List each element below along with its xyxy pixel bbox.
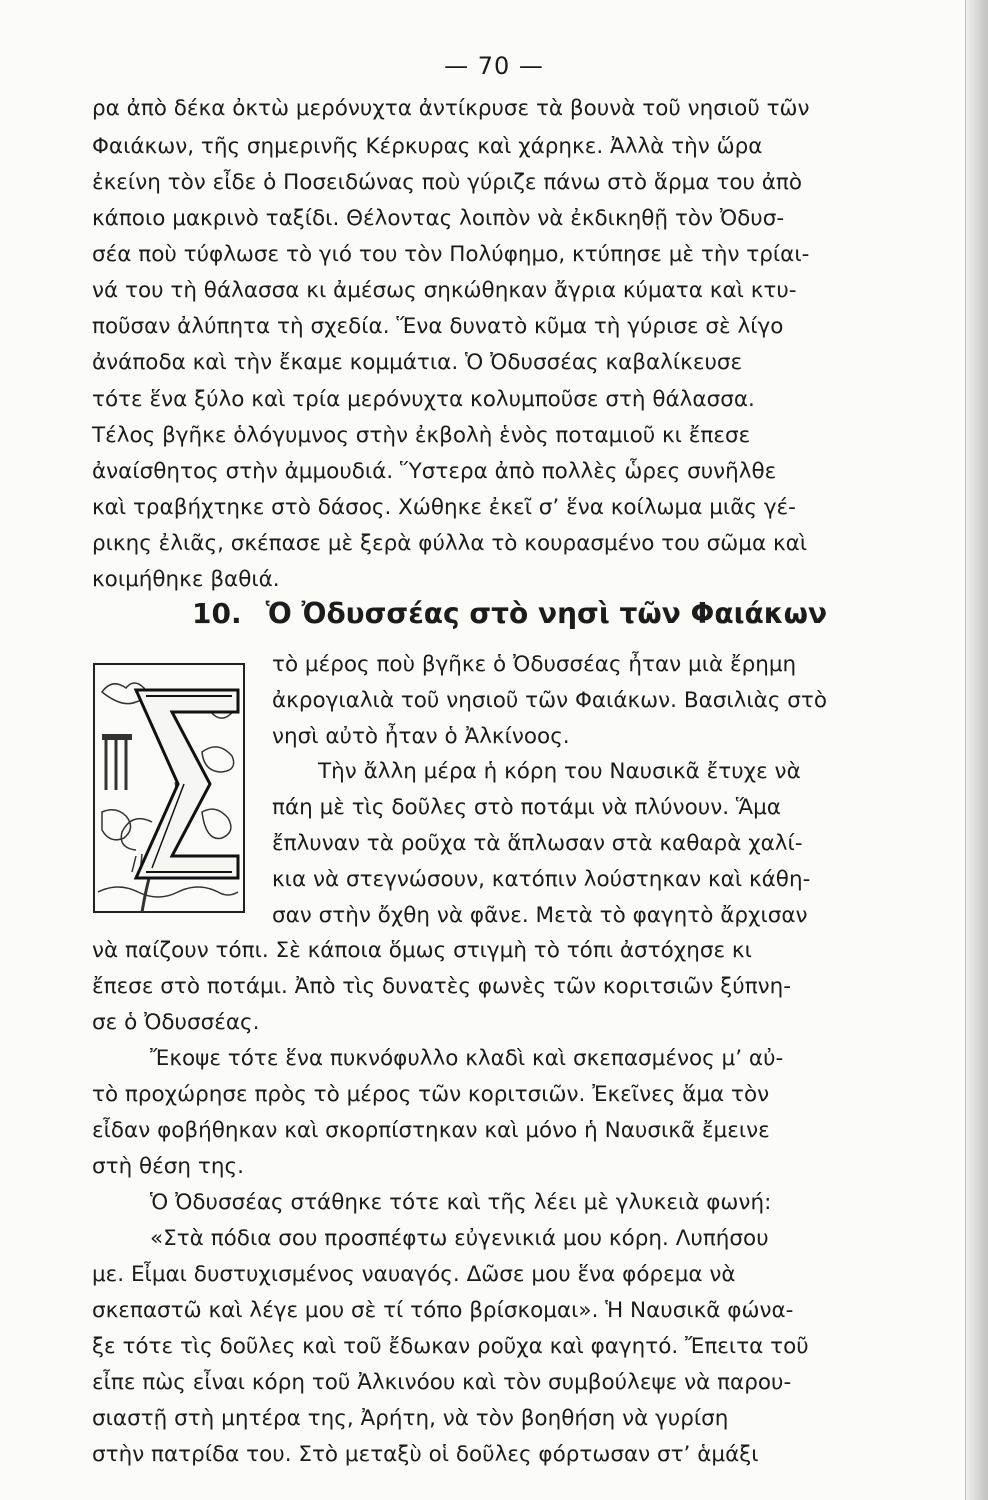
text-line: κοιμήθηκε βαθιά.	[92, 567, 280, 592]
text-line: στὴ θέση της.	[92, 1154, 244, 1179]
section-number: 10.	[192, 597, 242, 630]
page-edge	[965, 0, 988, 1500]
text-line: εἶπε πὼς εἶναι κόρη τοῦ Ἀλκινόου καὶ τὸν συμβούλεψε νὰ παρου-	[92, 1370, 792, 1395]
text-line: ἐκείνη τὸν εἶδε ὁ Ποσειδώνας ποὺ γύριζε πάνω στὸ ἅρμα του ἀπὸ	[92, 170, 803, 195]
text-line: σαν στὴν ὄχθη νὰ φᾶνε. Μετὰ τὸ φαγητὸ ἄρχισαν	[272, 903, 808, 928]
text-line: ποῦσαν ἀλύπητα τὴ σχεδία. Ἕνα δυνατὸ κῦμα τὴ γύρισε σὲ λίγο	[92, 314, 784, 339]
text-line: σε ὁ Ὀδυσσέας.	[92, 1010, 260, 1035]
text-line: ρικης ἐλιᾶς, σκέπασε μὲ ξερὰ φύλλα τὸ κουρασμένο του σῶμα καὶ	[92, 531, 808, 556]
section-heading	[192, 597, 828, 630]
text-line: ἀνάποδα καὶ τὴν ἔκαμε κομμάτια. Ὁ Ὀδυσσέας καβαλίκευσε	[92, 350, 743, 375]
page-number: — 70 —	[444, 52, 544, 80]
text-line: ξε τότε τὶς δοῦλες καὶ τοῦ ἔδωκαν ροῦχα καὶ φαγητό. Ἔπειτα τοῦ	[92, 1334, 809, 1359]
text-line: τὸ μέρος ποὺ βγῆκε ὁ Ὀδυσσέας ἦταν μιὰ ἔρημη	[272, 652, 797, 677]
text-line: κάποιο μακρινὸ ταξίδι. Θέλοντας λοιπὸν νὰ ἐκδικηθῇ τὸν Ὀδυσ-	[92, 206, 785, 231]
text-line: στὴν πατρίδα του. Στὸ μεταξὺ οἱ δοῦλες φόρτωσαν στ’ ἁμάξι	[92, 1442, 759, 1467]
text-line: κια νὰ στεγνώσουν, κατόπιν λούστηκαν καὶ κάθη-	[272, 867, 811, 892]
dropcap-letter	[92, 662, 246, 914]
section-title: Ὁ Ὀδυσσέας στὸ νησὶ τῶν Φαιάκων	[265, 597, 828, 630]
text-line: Ὁ Ὀδυσσέας στάθηκε τότε καὶ τῆς λέει μὲ γλυκειὰ φωνή:	[150, 1190, 772, 1215]
text-line: ἀκρογιαλιὰ τοῦ νησιοῦ τῶν Φαιάκων. Βασιλιὰς στὸ	[272, 688, 828, 713]
text-line: σκεπαστῶ καὶ λέγε μου σὲ τί τόπο βρίσκομαι». Ἡ Ναυσικᾶ φώνα-	[92, 1298, 794, 1323]
text-line: σιαστῇ στὴ μητέρα της, Ἀρήτη, νὰ τὸν βοηθήση νὰ γυρίση	[92, 1406, 729, 1431]
text-line: Ἔκοψε τότε ἕνα πυκνόφυλλο κλαδὶ καὶ σκεπασμένος μ’ αὐ-	[150, 1046, 784, 1071]
text-line: νὰ παίζουν τόπι. Σὲ κάποια ὅμως στιγμὴ τὸ τόπι ἀστόχησε κι	[92, 938, 752, 963]
text-line: Τὴν ἄλλη μέρα ἡ κόρη του Ναυσικᾶ ἔτυχε νὰ	[318, 759, 801, 784]
text-line: «Στὰ πόδια σου προσπέφτω εὐγενικιά μου κόρη. Λυπήσου	[150, 1226, 769, 1251]
text-line: τότε ἕνα ξύλο καὶ τρία μερόνυχτα κολυμποῦσε στὴ θάλασσα.	[92, 387, 755, 412]
text-line: καὶ τραβήχτηκε στὸ δάσος. Χώθηκε ἐκεῖ σ’ ἕνα κοίλωμα μιᾶς γέ-	[92, 495, 796, 520]
text-line: ἔπεσε στὸ ποτάμι. Ἀπὸ τὶς δυνατὲς φωνὲς τῶν κοριτσιῶν ξύπνη-	[92, 974, 792, 999]
text-line: Τέλος βγῆκε ὁλόγυμνος στὴν ἐκβολὴ ἑνὸς ποταμιοῦ κι ἔπεσε	[92, 423, 751, 448]
dropcap-illustration	[92, 662, 246, 914]
text-line: ρα ἀπὸ δέκα ὀκτὼ μερόνυχτα ἀντίκρυσε τὰ βουνὰ τοῦ νησιοῦ τῶν	[92, 96, 810, 121]
text-line: ἔπλυναν τὰ ροῦχα τὰ ἅπλωσαν στὰ καθαρὰ χαλί-	[272, 831, 803, 856]
text-line: σέα ποὺ τύφλωσε τὸ γιό του τὸν Πολύφημο, κτύπησε μὲ τὴν τρίαι-	[92, 242, 810, 267]
text-line: εἶδαν φοβήθηκαν καὶ σκορπίστηκαν καὶ μόνο ἡ Ναυσικᾶ ἔμεινε	[92, 1118, 770, 1143]
text-line: ἀναίσθητος στὴν ἀμμουδιά. Ὕστερα ἀπὸ πολλὲς ὧρες συνῆλθε	[92, 459, 777, 484]
text-line: πάη μὲ τὶς δοῦλες στὸ ποτάμι νὰ πλύνουν. Ἅμα	[272, 795, 781, 820]
text-line: Φαιάκων, τῆς σημερινῆς Κέρκυρας καὶ χάρηκε. Ἀλλὰ τὴν ὥρα	[92, 134, 763, 159]
text-line: νησὶ αὐτὸ ἦταν ὁ Ἀλκίνοος.	[272, 724, 570, 749]
text-line: τὸ προχώρησε πρὸς τὸ μέρος τῶν κοριτσιῶν. Ἐκεῖνες ἅμα τὸν	[92, 1082, 770, 1107]
text-line: νά του τὴ θάλασσα κι ἀμέσως σηκώθηκαν ἄγρια κύματα καὶ κτυ-	[92, 278, 797, 303]
text-line: με. Εἶμαι δυστυχισμένος ναυαγός. Δῶσε μου ἕνα φόρεμα νὰ	[92, 1262, 736, 1287]
